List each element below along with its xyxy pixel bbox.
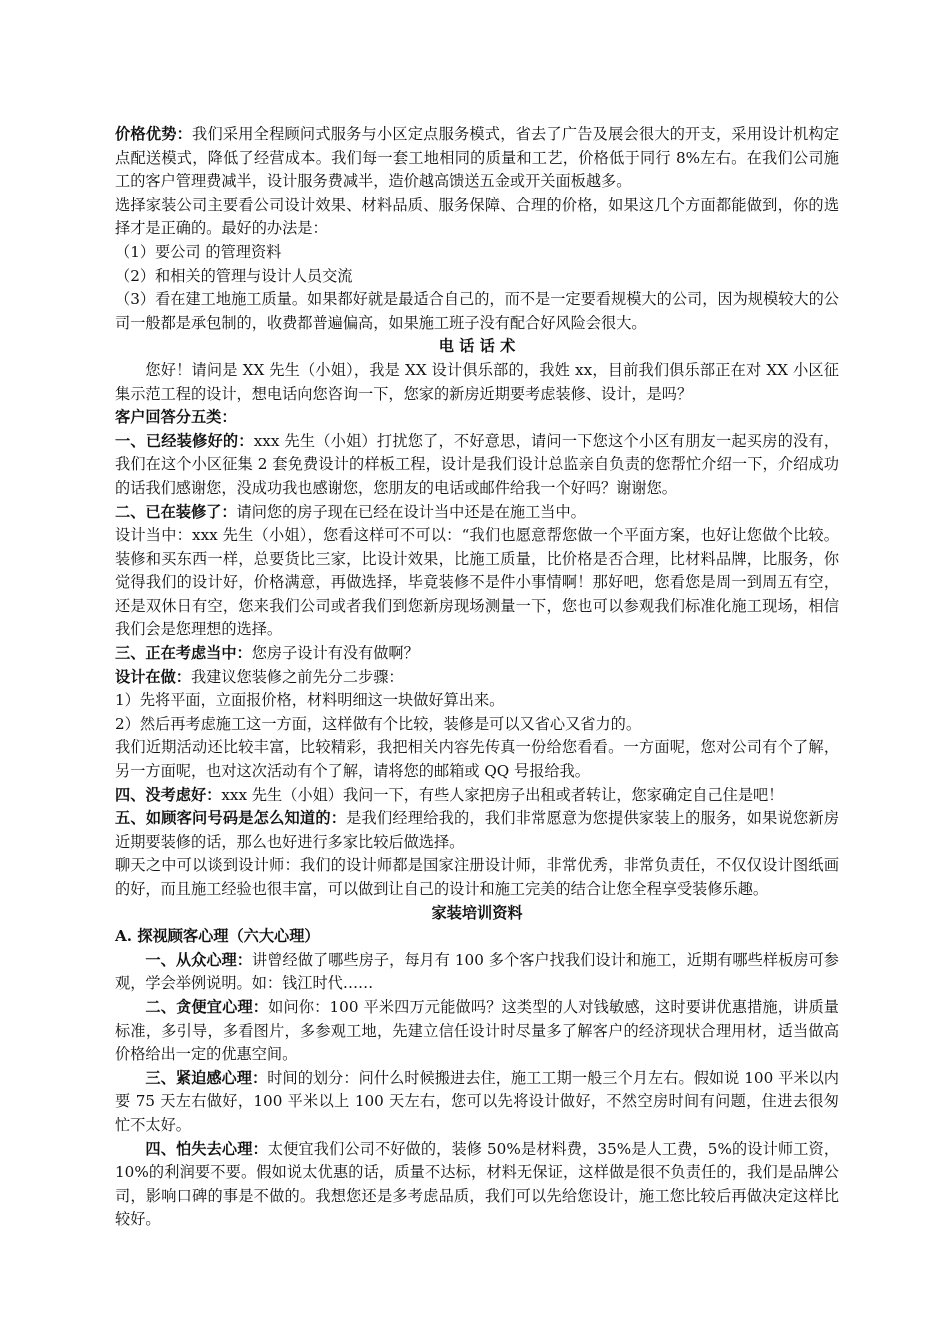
designing-paragraph: 设计当中：xxx 先生（小姐），您看这样可不可以：“我们也愿意帮您做一个平面方案，也好让您做个比较。装修和买东西一样，总要货比三家，比设计效果，比施工质量，比价格是否合理，比材料品牌，比服务，你觉得我们的设计好，价格满意，再做选择，毕竟装修不是件小事情啊！那好吧，您看您是周一到周五有空，还是双休日有空，您来我们公司或者我们到您新房现场测量一下，您也可以参观我们标准化施工现场，相信我们会是您理想的选择。 <box>115 526 839 639</box>
answer-5-label: 五、如顾客问号码是怎么知道的： <box>115 809 347 828</box>
answer-3-text: 您房子设计有没有做啊？ <box>251 644 419 663</box>
design-in-progress-paragraph <box>115 666 839 690</box>
method-item-3: （3）看在建工地施工质量。如果都好就是最适合自己的，而不是一定要看规模大的公司，因为规模较大的公司一般都是承包制的，收费都普遍偏高，如果施工班子没有配合好风险会很大。 <box>115 290 839 332</box>
section-title-training: 家装培训资料 <box>431 903 523 922</box>
section-title-phone-script: 电 话 话 术 <box>438 337 516 356</box>
activity-paragraph: 我们近期活动还比较丰富，比较精彩，我把相关内容先传真一份给您看看。一方面呢，您对公司有个了解，另一方面呢，也对这次活动有个了解，请将您的邮箱或 QQ 号报给我。 <box>115 738 839 781</box>
psychology-2-label: 二、贪便宜心理： <box>145 997 269 1016</box>
answer-1-text: xxx 先生（小姐）打扰您了，不好意思，请问一下您这个小区有朋友一起买房的没有，我们在这个小区征集 2 套免费设计的样板工程，设计是我们设计总监亲自负责的您帮忙介绍一下，介绍成功的话我们感谢您，没成功我也感谢您，您朋友的电话或邮件给我一个好吗？谢谢您。 <box>115 431 840 497</box>
psychology-1-text: 讲曾经做了哪些房子，每月有 100 多个客户找我们设计和施工，近期有哪些样板房可参观，学会举例说明。如：钱江时代…… <box>115 950 839 993</box>
psychology-3-text: 时间的划分：问什么时候搬进去住，施工工期一般三个月左右。假如说 100 平米以内要 75 天左右做好，100 平米以上 100 天左右，您可以先将设计做好，不然空房时间有问题，住进去很匆忙不太好。 <box>115 1068 839 1134</box>
answer-4-label: 四、没考虑好： <box>115 785 222 804</box>
answer-3-paragraph <box>115 642 839 666</box>
phone-greeting-paragraph: 您好！请问是 XX 先生（小姐），我是 XX 设计俱乐部的，我姓 xx，目前我们俱乐部正在对 XX 小区征集示范工程的设计，想电话向您咨询一下，您家的新房近期要考虑装修、设计，是吗？ <box>115 360 839 403</box>
psychology-2-text: 如问你：100 平米四万元能做吗？这类型的人对钱敏感，这时要讲优惠措施，讲质量标准，多引导，多看图片，多参观工地，先建立信任设计时尽量多了解客户的经济现状合理用材，适当做高价格给出一定的优惠空间。 <box>115 997 839 1064</box>
answer-2-text: 请问您的房子现在已经在设计当中还是在施工当中。 <box>236 502 586 521</box>
designer-chat-paragraph: 聊天之中可以谈到设计师：我们的设计师都是国家注册设计师，非常优秀，非常负责任，不仅仅设计图纸画的好，而且施工经验也很丰富，可以做到让自己的设计和施工完美的结合让您全程享受装修乐趣。 <box>115 856 839 898</box>
step-1: 1）先将平面，立面报价格，材料明细这一块做好算出来。 <box>115 691 505 710</box>
psychology-1-label: 一、从众心理： <box>145 950 253 969</box>
method-item-1: （1）要公司 的管理资料 <box>115 242 282 261</box>
answer-5-paragraph <box>115 807 839 854</box>
design-in-progress-text: 我建议您装修之前先分二步骤： <box>190 667 404 686</box>
psychology-3-label: 三、紧迫感心理： <box>145 1068 268 1087</box>
psychology-4-label: 四、怕失去心理： <box>145 1139 268 1158</box>
customer-answers-heading: 客户回答分五类： <box>115 408 237 427</box>
answer-3-label: 三、正在考虑当中： <box>115 644 252 663</box>
psychology-4-paragraph <box>115 1138 839 1232</box>
answer-4-text: xxx 先生（小姐）我问一下，有些人家把房子出租或者转让，您家确定自己住是吧！ <box>221 785 784 804</box>
answer-5-text: 是我们经理给我的，我们非常愿意为您提供家装上的服务，如果说您新房近期要装修的话，那么也好进行多家比较后做选择。 <box>115 809 840 851</box>
step-2: 2）然后再考虑施工这一方面，这样做有个比较，装修是可以又省心又省力的。 <box>115 714 642 733</box>
psychology-4-text: 太便宜我们公司不好做的，装修 50%是材料费，35%是人工费，5%的设计师工资，10%的利润要不要。假如说太优惠的话，质量不达标，材料无保证，这样做是很不负责任的，我们是品牌公司，影响口碑的事是不做的。我想您还是多考虑品质，我们可以先给您设计，施工您比较后再做决定这样比较好。 <box>115 1139 840 1229</box>
answer-4-paragraph <box>115 784 839 808</box>
psychology-3-paragraph <box>115 1067 839 1138</box>
price-advantage-paragraph <box>115 123 839 194</box>
answer-1-label: 一、已经装修好的： <box>115 431 254 450</box>
answer-1-paragraph <box>115 430 839 501</box>
psychology-2-paragraph <box>115 996 839 1067</box>
answer-2-paragraph <box>115 501 839 525</box>
price-advantage-text: 我们采用全程顾问式服务与小区定点服务模式，省去了广告及展会很大的开支，采用设计机构定点配送模式，降低了经营成本。我们每一套工地相同的质量和工艺，价格低于同行 8%左右。在我们公司施工的客户管理费减半，设计服务费减半，造价越高馈送五金或开关面板越多。 <box>115 125 840 191</box>
answer-2-label: 二、已在装修了： <box>115 502 237 521</box>
document-page <box>115 123 839 1232</box>
psychology-heading: A. 探视顾客心理（六大心理） <box>115 927 320 946</box>
choose-company-paragraph: 选择家装公司主要看公司设计效果、材料品质、服务保障、合理的价格，如果这几个方面都能做到，你的选择才是正确的。最好的办法是： <box>115 195 839 238</box>
design-in-progress-label: 设计在做： <box>115 667 191 686</box>
psychology-1-paragraph <box>115 949 839 996</box>
method-item-2: （2）和相关的管理与设计人员交流 <box>115 266 353 285</box>
price-advantage-label: 价格优势： <box>115 125 193 143</box>
